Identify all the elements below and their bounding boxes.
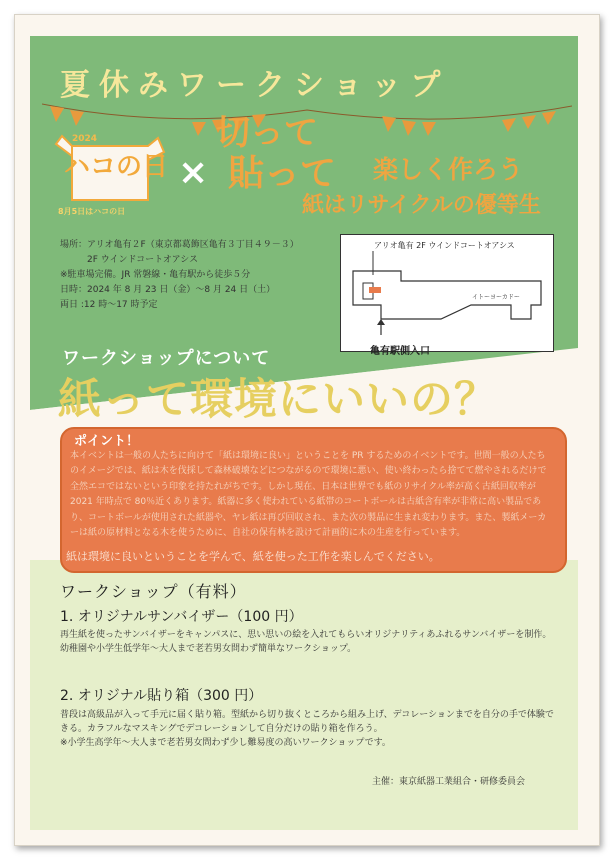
info-line: 両日 :12 時～17 時予定 [60, 300, 158, 310]
info-line: ※駐車場完備。JR 常磐線・亀有駅から徒歩５分 [60, 270, 251, 280]
item1-desc: 再生紙を使ったサンバイザーをキャンパスに、思い思いの絵を入れてもらいオリジナリティあふれるサンバイザーを制作。 [60, 630, 552, 640]
logo-date: 8月5日はハコの日 [58, 207, 126, 216]
logo-year: 2024 [72, 134, 98, 144]
info-line: 2F ウインドコートオアシス [60, 255, 198, 265]
floor-plan [341, 235, 553, 351]
item2-body [60, 708, 560, 750]
catch-cut: 切って [216, 113, 318, 153]
catch-stick: 貼って [228, 153, 337, 194]
catch-fun: 楽しく作ろう [373, 155, 524, 184]
item2-target: ※小学生高学年～大人まで老若男女問わず少し難易度の高いワークショップです。 [60, 738, 391, 748]
info-line: 場所：アリオ亀有２F（東京都葛飾区亀有３丁目４９－３） [60, 240, 299, 250]
event-info [60, 238, 299, 313]
sponsor: 主催：東京紙器工業組合・研修委員会 [372, 777, 526, 787]
workshop-title: ワークショップ（有料） [60, 582, 247, 601]
map-store-label: イトーヨーカドー [472, 294, 520, 301]
item1-title: 1. オリジナルサンバイザー（100 円） [60, 609, 303, 625]
item1-target: 幼稚園や小学生低学年～大人まで老若男女問わず簡単なワークショップ。 [60, 644, 357, 654]
headline: 紙って環境にいいの？ [58, 375, 498, 425]
logo-text: ハコの日 [64, 152, 169, 182]
info-line: 日時：2024 年 8 月 23 日（金）～8 月 24 日（土） [60, 285, 276, 295]
map-location-label: アリオ亀有 2F ウインドコートオアシス [374, 241, 515, 250]
catch-eco: 紙はリサイクルの優等生 [302, 193, 541, 218]
point-body: 本イベントは一般の人たちに向けて「紙は環境に良い」ということを PR するためのイベントです。世間一般の人たちのイメージでは、紙は木を伐採して森林破壊などにつながるので環境に悪い、使い終わったら捨てて燃やされるだけで全然エコではないという印象を持たれがちです。しかし現在、日本は世界でも紙のリサイクル率が高く古紙回収率が 2021 年時点で 80％近くあります。紙器に多く使われている紙帯のコートボールは古紙含有率が非常に高い製品であり、コートボールが使用された紙器や、ヤレ紙は再び回収され、また次の製品に生まれ変わります。また、製紙メーカーは紙の原材料となる木を使うために、自社の保有林を設けて計画的に木の生産を行っています。 [70, 451, 547, 539]
item1-body [60, 628, 560, 656]
page-title: 夏休みワークショップ [60, 68, 450, 103]
venue-map [340, 234, 554, 352]
map-entrance-label: 亀有駅側入口 [370, 346, 430, 357]
about-subtitle: ワークショップについて [62, 348, 271, 369]
item2-title: 2. オリジナル貼り箱（300 円） [60, 688, 263, 704]
times-symbol: × [178, 152, 209, 193]
point-conclusion: 紙は環境に良いということを学んで、紙を使った工作を楽しんでください。 [66, 550, 440, 563]
point-title: ポイント！ [74, 434, 140, 449]
item2-desc: 普段は高級品が入って手元に届く貼り箱。型紙から切り抜くところから組み上げ、デコレーションまでを自分の手で体験できる。カラフルなマスキングでデコレーションして自分だけの貼り箱を作ろう。 [60, 710, 554, 734]
